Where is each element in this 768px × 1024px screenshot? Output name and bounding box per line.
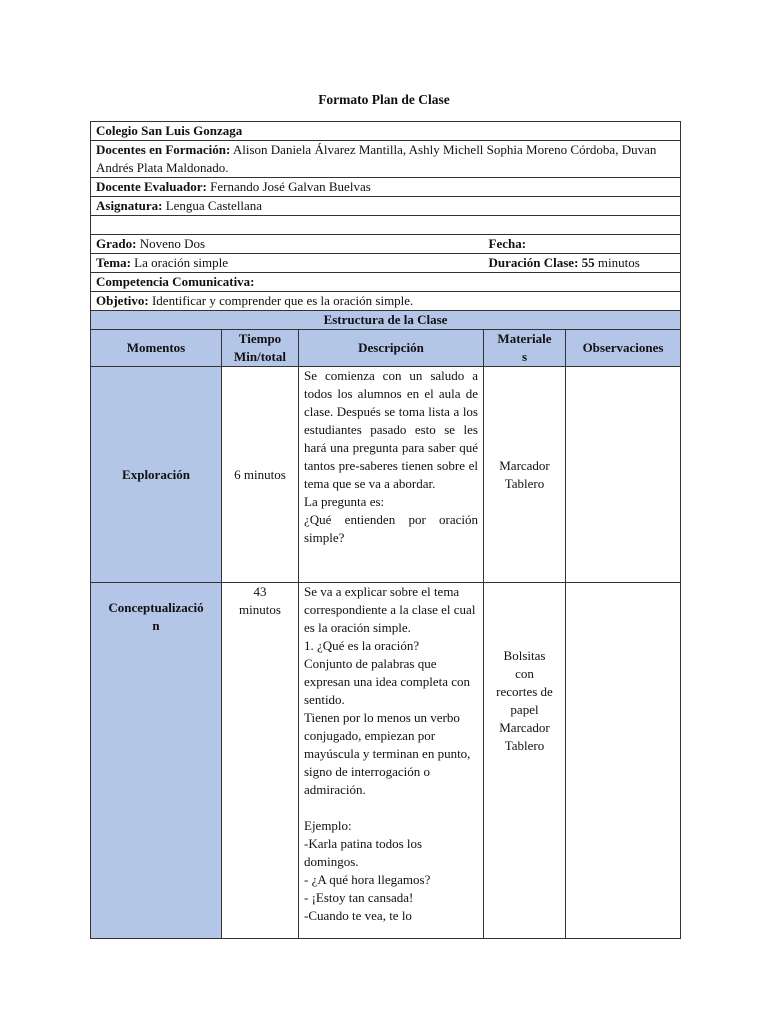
header-materials-line1: Materiale	[497, 331, 552, 346]
document-title: Formato Plan de Clase	[318, 92, 450, 107]
grade-value: Noveno Dos	[139, 236, 206, 251]
material-item: papel	[510, 702, 539, 717]
duration-label: Duración Clase:	[488, 255, 579, 270]
teachers-row	[91, 141, 681, 178]
materials-exploration	[484, 367, 566, 583]
subject-value: Lengua Castellana	[165, 198, 263, 213]
description-paragraph: - ¡Estoy tan cansada!	[304, 890, 414, 905]
grade-label: Grado:	[96, 236, 137, 251]
header-time-line1: Tiempo	[238, 331, 282, 346]
topic-value: La oración simple	[134, 255, 229, 270]
grade-cell	[91, 235, 484, 254]
description-exploration	[299, 367, 484, 583]
material-item: Bolsitas	[503, 648, 546, 663]
header-materials-line2: s	[521, 349, 528, 364]
description-paragraph: Se va a explicar sobre el tema correspondiente a la clase el cual es la oración simple.	[304, 584, 476, 635]
header-description: Descripción	[299, 330, 484, 367]
description-paragraph: Se comienza con un saludo a todos los alumnos en el aula de clase. Después se toma lista a los estudiantes pasado esto se les hará una pregunta para saber qué tantos pre-saberes tienen sobre el tema que se va a abordar.	[304, 368, 478, 491]
description-paragraph: - ¿A qué hora llegamos?	[304, 872, 431, 887]
observations-exploration	[566, 367, 681, 583]
time-exploration: 6 minutos	[222, 367, 299, 583]
header-time-line2: Min/total	[234, 349, 286, 364]
objective-value: Identificar y comprender que es la oración simple.	[151, 293, 414, 308]
lesson-plan-table	[90, 121, 681, 939]
description-clip	[304, 583, 478, 938]
description-paragraph: -Karla patina todos los domingos.	[304, 836, 423, 869]
competence-label: Competencia Comunicativa:	[96, 274, 255, 289]
description-paragraph: 1. ¿Qué es la oración?	[304, 638, 420, 653]
description-paragraph: La pregunta es:	[304, 494, 385, 509]
objective-row	[91, 292, 681, 311]
observations-conceptualization	[566, 583, 681, 939]
teachers-value: Alison Daniela Álvarez Mantilla, Ashly Michell Sophia Moreno Córdoba, Duvan Andrés Plata Maldonado.	[96, 142, 657, 175]
material-item: Tablero	[504, 475, 545, 491]
time-line: 43	[253, 584, 267, 599]
description-paragraph: -Cuando te vea, te lo	[304, 908, 412, 923]
description-blank	[304, 799, 478, 817]
date-cell	[484, 235, 681, 254]
header-observations: Observaciones	[566, 330, 681, 367]
materials-conceptualization	[484, 583, 566, 939]
moment-exploration: Exploración	[91, 367, 222, 583]
evaluator-row	[91, 178, 681, 197]
duration-cell	[484, 254, 681, 273]
objective-label: Objetivo:	[96, 293, 149, 308]
moment-conceptualization	[91, 583, 222, 939]
teachers-label: Docentes en Formación:	[96, 142, 231, 157]
description-paragraph: Ejemplo:	[304, 818, 352, 833]
subject-row	[91, 197, 681, 216]
table-row	[91, 583, 681, 939]
header-materials	[484, 330, 566, 367]
description-paragraph: ¿Qué entienden por oración simple?	[304, 512, 478, 545]
time-conceptualization	[222, 583, 299, 939]
evaluator-value: Fernando José Galvan Buelvas	[210, 179, 371, 194]
header-time	[222, 330, 299, 367]
evaluator-label: Docente Evaluador:	[96, 179, 207, 194]
empty-row	[91, 216, 681, 235]
material-item: Marcador	[499, 720, 550, 735]
material-item: recortes de	[496, 684, 553, 699]
header-moments: Momentos	[91, 330, 222, 367]
material-item: Tablero	[504, 738, 545, 753]
moment-line: n	[152, 618, 160, 633]
date-label: Fecha:	[488, 236, 527, 251]
description-paragraph: Tienen por lo menos un verbo conjugado, empiezan por mayúscula y terminan en punto, signo de interrogación o admiración.	[304, 710, 471, 797]
duration-unit: minutos	[597, 255, 640, 270]
material-item: Marcador	[499, 457, 550, 473]
time-line: minutos	[239, 602, 281, 617]
material-item: con	[515, 666, 534, 681]
topic-label: Tema:	[96, 255, 131, 270]
competence-row	[91, 273, 681, 292]
description-conceptualization	[299, 583, 484, 939]
structure-title: Estructura de la Clase	[91, 311, 681, 330]
school-name: Colegio San Luis Gonzaga	[91, 122, 681, 141]
subject-label: Asignatura:	[96, 198, 163, 213]
moment-line: Conceptualizació	[108, 600, 204, 615]
duration-number: 55	[581, 255, 595, 270]
table-row	[91, 367, 681, 583]
description-paragraph: Conjunto de palabras que expresan una idea completa con sentido.	[304, 656, 471, 707]
topic-cell	[91, 254, 484, 273]
